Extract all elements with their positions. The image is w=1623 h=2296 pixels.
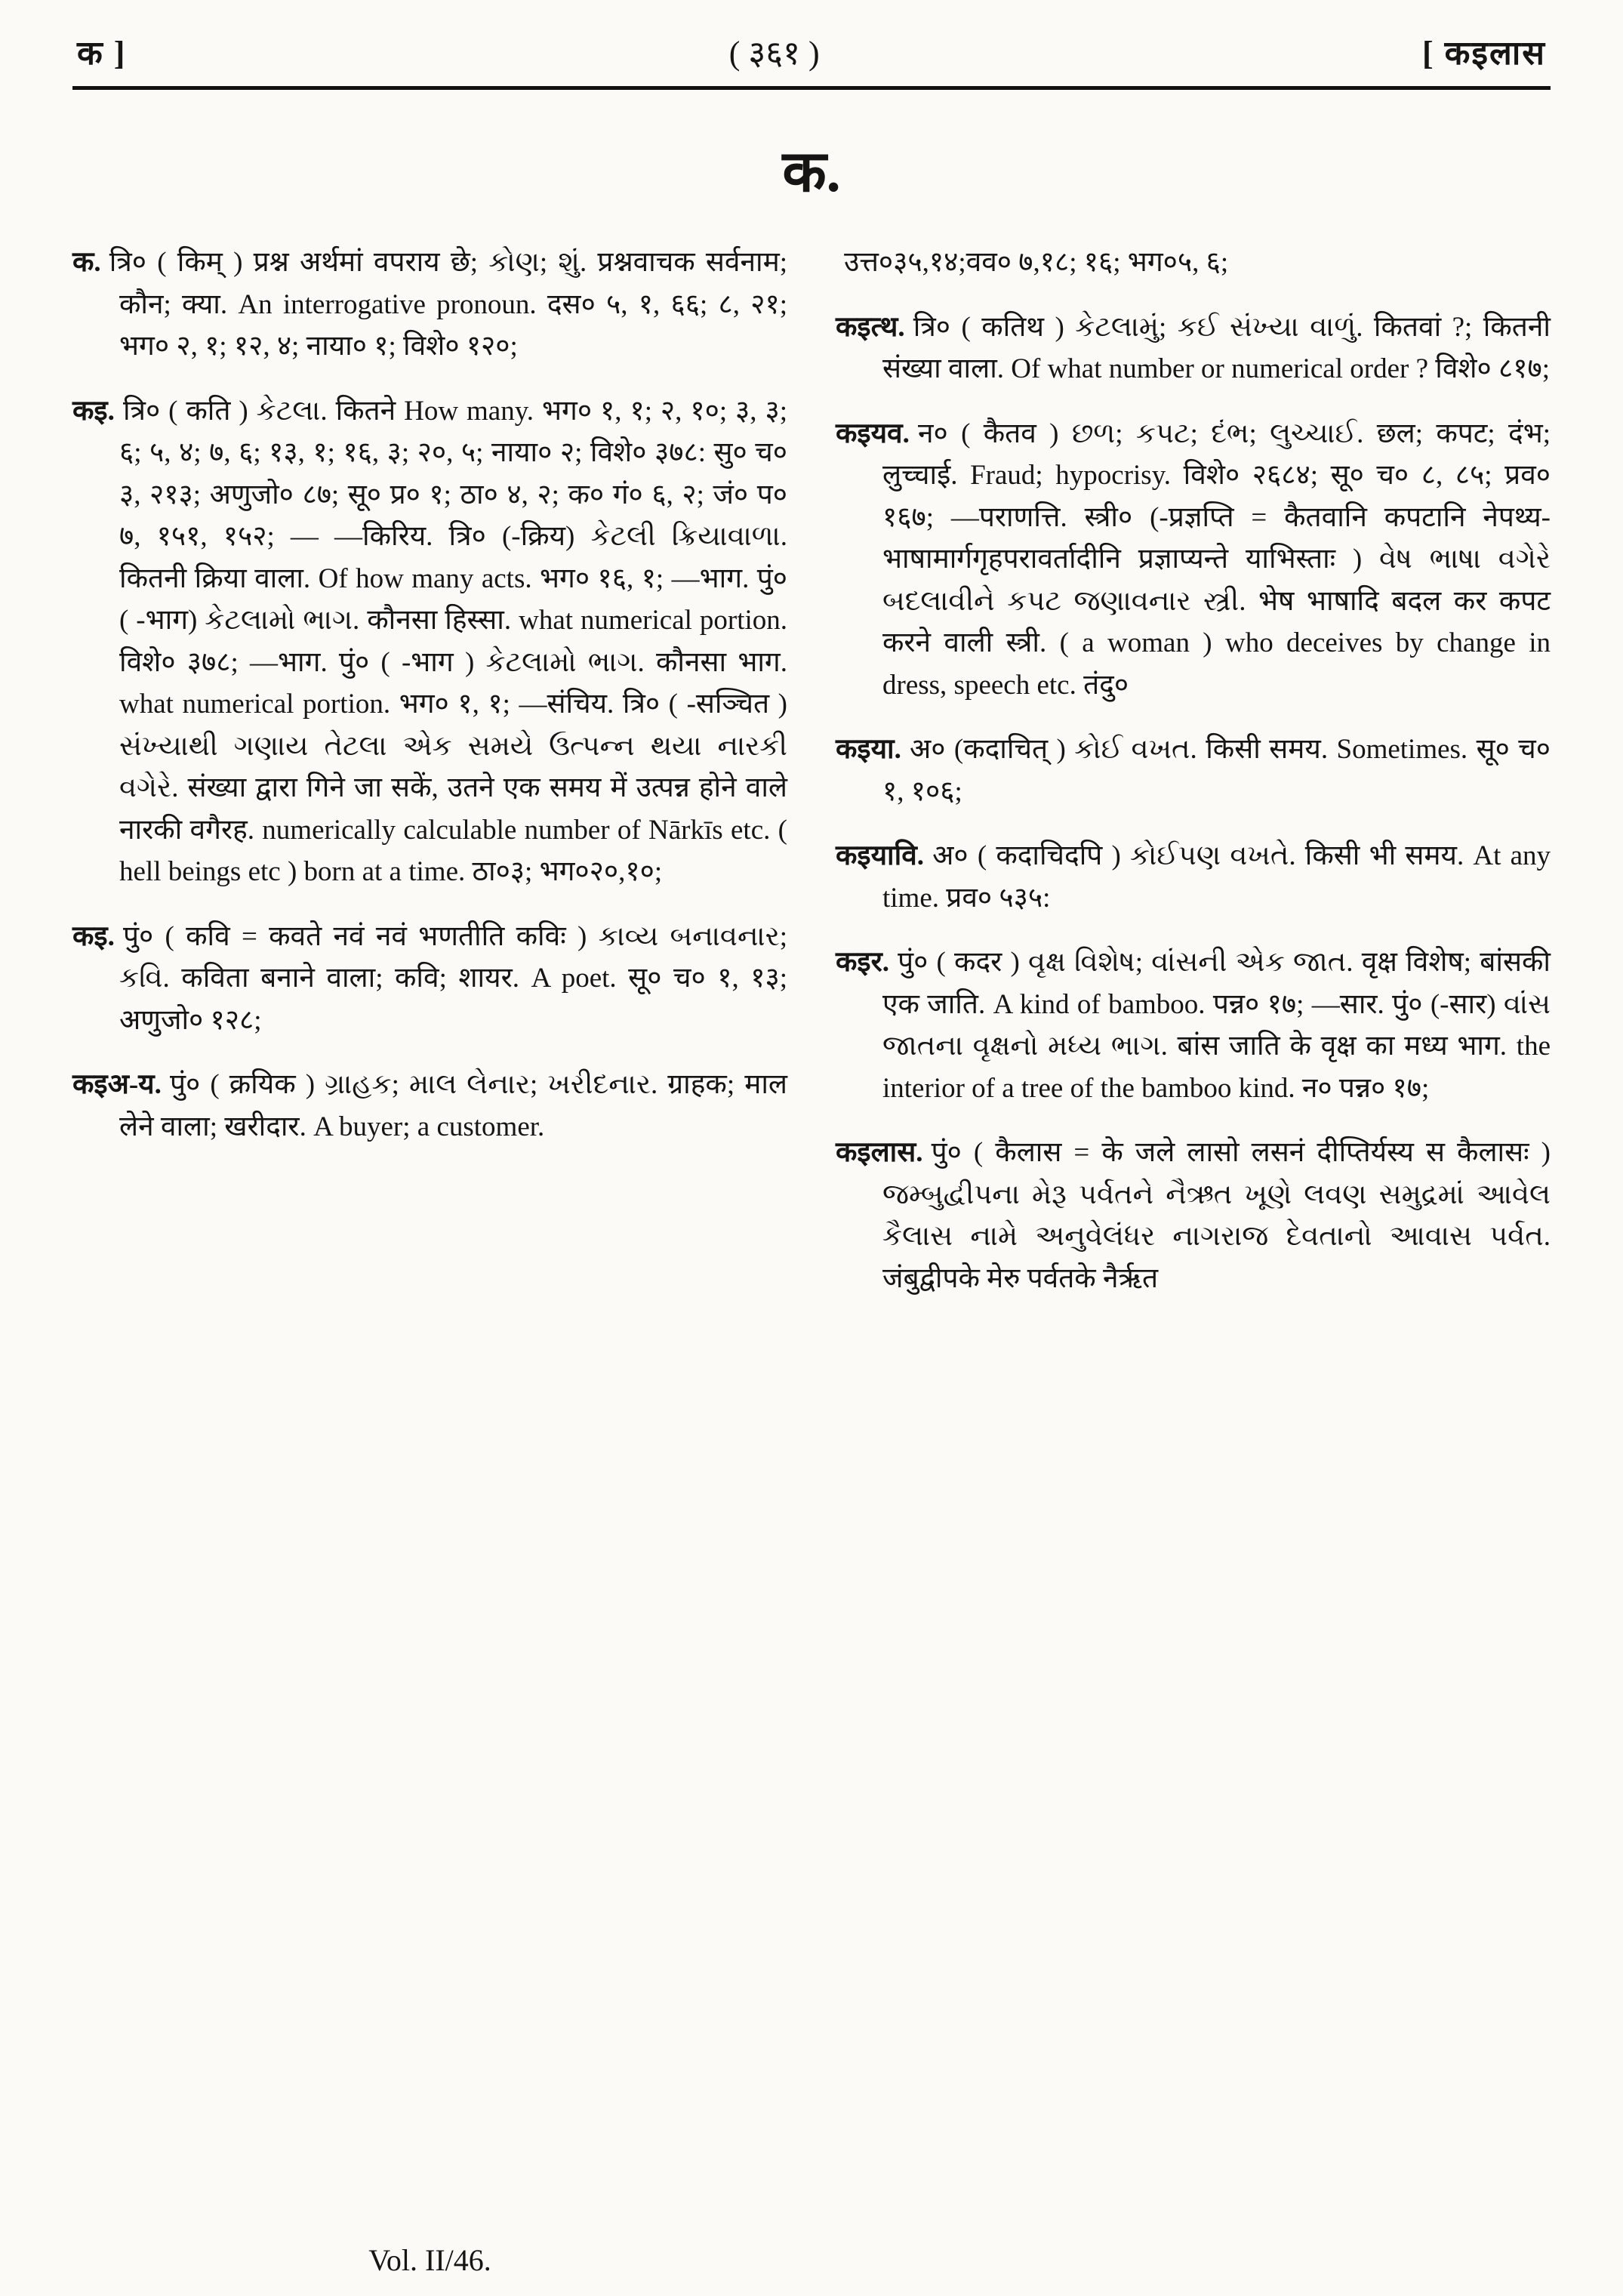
dictionary-entry	[72, 390, 787, 893]
headword: कइया.	[836, 734, 901, 765]
headword: कइयव.	[836, 418, 910, 449]
headword: कइत्थ.	[836, 311, 905, 343]
headword: कइअ-य.	[72, 1069, 162, 1100]
section-letter: क.	[782, 140, 841, 204]
entry-body: त्रि० ( किम् ) प्रश्न अर्थमां वपराय छे; કોણ; શું. प्रश्नवाचक सर्वनाम; कौन; क्या. An interrogative pronoun. दस० ५, १, ६६; ८, २१; भग० २, १; १२, ४; नाया० १; विशे० १२०;	[109, 247, 787, 362]
dictionary-entry	[836, 942, 1551, 1109]
entry-body: अ० ( कदाचिदपि ) કોઈપણ વખતે. किसी भी समय. At any time. प्रव० ५३५:	[882, 840, 1551, 914]
entry-body: अ० (कदाचित् ) કોઈ વખત. किसी समय. Sometimes. सू० च० १, १०६;	[882, 734, 1551, 807]
left-column	[72, 242, 787, 1322]
header-left-guideword: क ]	[77, 35, 127, 72]
page-header	[72, 23, 1551, 86]
entry-body: त्रि० ( कतिथ ) કેટલામું; કઈ સંખ્યા વાળું. कितवां ?; कितनी संख्या वाला. Of what number or numerical order ? विशे० ८१७;	[882, 311, 1551, 384]
headword: कइ.	[72, 920, 115, 952]
entry-body: न० ( कैतव ) છળ; કપટ; દંભ; લુચ્ચાઈ. छल; कपट; दंभ; लुच्चाई. Fraud; hypocrisy. विशे० २६८४; सू० च० ८, ८५; प्रव० १६७; —पराणत्ति. स्त्री० (-प्रज्ञप्ति = कैतवानि कपटानि नेपथ्य-भाषामार्गगृहपरावर्तादीनि प्रज्ञाप्यन्ते याभिस्ताः ) વેષ ભાષા વગેરે બદલાવીને કપટ જણાવનાર સ્ત્રી. भेष भाषादि बदल कर कपट करने वाली स्त्री. ( a woman ) who deceives by change in dress, speech etc. तंदु०	[882, 418, 1551, 701]
dictionary-entry	[72, 1064, 787, 1148]
headword: क.	[72, 247, 101, 278]
headword: कइ.	[72, 395, 115, 427]
header-right-guideword: [ कइलास	[1421, 35, 1546, 72]
dictionary-entry	[836, 1132, 1551, 1299]
entry-body: पुं० ( कैलास = के जले लासो लसनं दीप्तिर्यस्य स कैलासः ) જમ્બુદ્વીપના મેરૂ પર્વતને નૈઋત ખૂણે લવણ સમુદ્રમાં આવેલ કૈલાસ નામે અનુવેલંધર નાગરાજ દેવતાનો આવાસ પર્વત. जंबुद्वीपके मेरु पर्वतके नैर्ऋत	[882, 1137, 1551, 1294]
entry-body: पुं० ( कदर ) વૃક્ષ વિશેષ; વાંસની એક જાત. वृक्ष विशेष; बांसकी एक जाति. A kind of bamboo. पन्न० १७; —सार. पुं० (-सार) વાંસ જાતના વૃક્ષનો મધ્ય ભાગ. बांस जाति के वृक्ष का मध्य भाग. the interior of a tree of the bamboo kind. न० पन्न० १७;	[882, 947, 1551, 1104]
header-page-number: ( ३६१ )	[728, 35, 820, 72]
dictionary-entry-continuation	[836, 242, 1551, 284]
headword: कइर.	[836, 947, 889, 978]
two-column-body	[72, 242, 1551, 1322]
header-divider	[72, 86, 1551, 90]
dictionary-entry	[836, 835, 1551, 919]
entry-body: पुं० ( क्रयिक ) ગ્રાહક; માલ લેનાર; ખરીદનાર. ग्राहक; माल लेने वाला; खरीदार. A buyer; a customer.	[119, 1069, 787, 1142]
dictionary-entry	[836, 413, 1551, 707]
entry-body: त्रि० ( कति ) કેટલા. कितने How many. भग० १, १; २, १०; ३, ३; ६; ५, ४; ७, ६; १३, १; १६, ३; २०, ५; नाया० २; विशे० ३७८: सु० च० ३, २१३; अणुजो० ८७; सू० प्र० १; ठा० ४, २; क० गं० ६, २; जं० प० ७, १५१, १५२; — —किरिय. त्रि० (-क्रिय) કેટલી ક્રિયાવાળા. कितनी क्रिया वाला. Of how many acts. भग० १६, १; —भाग. पुं० ( -भाग) કેટલામો ભાગ. कौनसा हिस्सा. what numerical portion. विशे० ३७८; —भाग. पुं० ( -भाग ) કેટલામો ભાગ. कौनसा भाग. what numerical portion. भग० १, १; —संचिय. त्रि० ( -सञ्चित ) સંખ્યાથી ગણાય તેટલા એક સમયે ઉત્પન્ન થયા નારકી વગેરે. संख्या द्वारा गिने जा सकें, उतने एक समय में उत्पन्न होने वाले नारकी वगैरह. numerically calculable number of Nārkīs etc. ( hell beings etc ) born at a time. ठा०३; भग०२०,१०;	[119, 395, 787, 887]
dictionary-entry	[72, 242, 787, 368]
headword: कइयावि.	[836, 840, 925, 871]
right-column	[836, 242, 1551, 1322]
volume-label: Vol. II/46.	[368, 2243, 491, 2277]
entry-body: उत्त०३५,१४;वव० ७,१८; १६; भग०५, ६;	[844, 247, 1229, 278]
headword: कइलास.	[836, 1137, 923, 1168]
dictionary-entry	[836, 307, 1551, 390]
dictionary-entry	[836, 729, 1551, 812]
dictionary-entry	[72, 916, 787, 1042]
entry-body: पुं० ( कवि = कवते नवं नवं भणतीति कविः ) કાવ્ય બનાવનાર; કવિ. कविता बनाने वाला; कवि; शायर. A poet. सू० च० १, १३; अणुजो० १२८;	[119, 920, 787, 1036]
